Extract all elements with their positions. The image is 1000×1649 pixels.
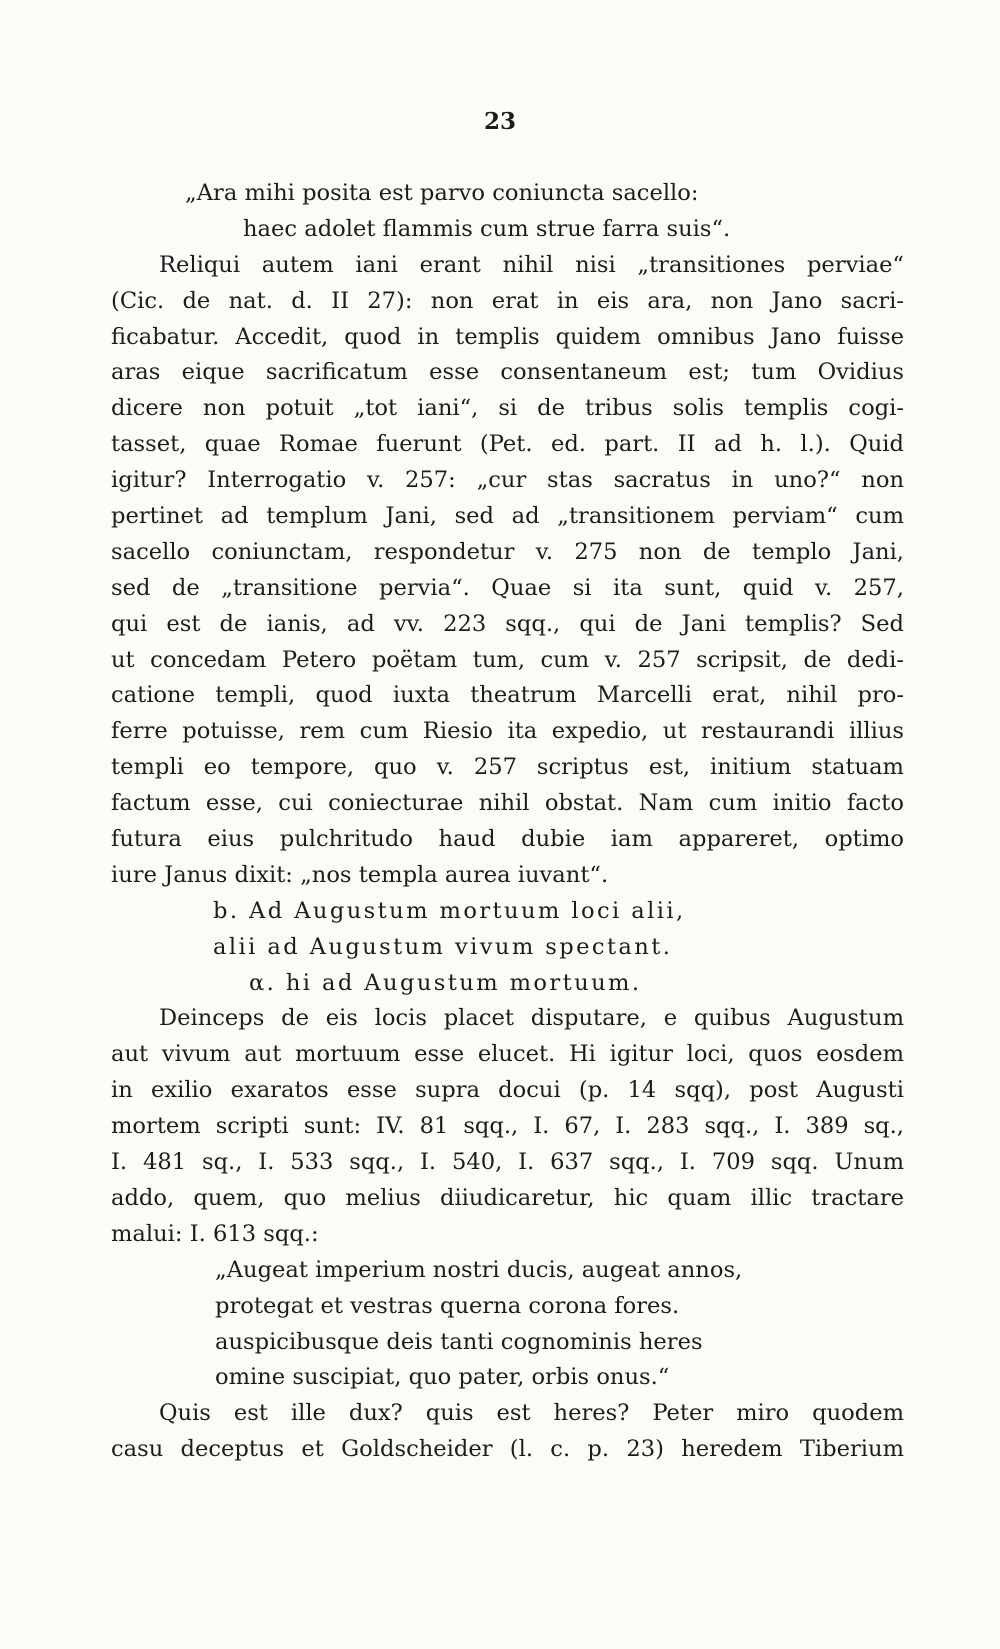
text-line: pertinet ad templum Jani, sed ad „transitionem perviam“ cum	[111, 503, 904, 530]
text-line: aras eique sacrificatum esse consentaneum est; tum Ovidius	[111, 359, 904, 386]
text-line: dicere non potuit „tot iani“, si de tribus solis templis cogi-	[111, 395, 904, 422]
verse-line: „Augeat imperium nostri ducis, augeat annos,	[215, 1256, 743, 1283]
text-line: ut concedam Petero poëtam tum, cum v. 257 scripsit, de dedi-	[111, 646, 904, 673]
text-line: malui: I. 613 sqq.:	[111, 1220, 319, 1247]
verse-line: protegat et vestras querna corona fores.	[215, 1292, 680, 1319]
text-line: ferre potuisse, rem cum Riesio ita expedio, ut restaurandi illius	[111, 718, 904, 745]
text-line: iure Janus dixit: „nos templa aurea iuvant“.	[111, 861, 609, 888]
text-line: ficabatur. Accedit, quod in templis quidem omnibus Jano fuisse	[111, 323, 904, 350]
text-line: Quis est ille dux? quis est heres? Peter miro quodem	[159, 1400, 904, 1427]
text-line: addo, quem, quo melius diiudicaretur, hic quam illic tractare	[111, 1184, 904, 1211]
text-line: casu deceptus et Goldscheider (l. c. p. 23) heredem Tiberium	[111, 1436, 904, 1463]
text-line: I. 481 sq., I. 533 sqq., I. 540, I. 637 sqq., I. 709 sqq. Unum	[111, 1149, 904, 1176]
text-line: Reliqui autem iani erant nihil nisi „transitiones perviae“	[159, 251, 904, 278]
section-heading: alii ad Augustum vivum spectant.	[213, 933, 673, 960]
verse-line: „Ara mihi posita est parvo coniuncta sacello:	[185, 180, 699, 206]
verse-line: auspicibusque deis tanti cognominis heres	[215, 1328, 703, 1355]
text-line: catione templi, quod iuxta theatrum Marcelli erat, nihil pro-	[111, 682, 904, 709]
text-line: mortem scripti sunt: IV. 81 sqq., I. 67, I. 283 sqq., I. 389 sq.,	[111, 1113, 904, 1140]
text-line: tasset, quae Romae fuerunt (Pet. ed. part. II ad h. l.). Quid	[111, 431, 904, 458]
section-heading: b. Ad Augustum mortuum loci alii,	[213, 897, 686, 924]
text-line: factum esse, cui coniecturae nihil obstat. Nam cum initio facto	[111, 790, 904, 817]
text-line: (Cic. de nat. d. II 27): non erat in eis ara, non Jano sacri-	[111, 287, 904, 314]
text-line: in exilio exaratos esse supra docui (p. 14 sqq), post Augusti	[111, 1077, 904, 1104]
text-line: qui est de ianis, ad vv. 223 sqq., qui de Jani templis? Sed	[111, 610, 904, 637]
text-line: futura eius pulchritudo haud dubie iam appareret, optimo	[111, 826, 904, 853]
text-line: templi eo tempore, quo v. 257 scriptus est, initium statuam	[111, 754, 904, 781]
text-line: aut vivum aut mortuum esse elucet. Hi igitur loci, quos eosdem	[111, 1041, 904, 1068]
subsection-heading: α. hi ad Augustum mortuum.	[249, 969, 642, 996]
text-line: Deinceps de eis locis placet disputare, e quibus Augustum	[159, 1005, 904, 1032]
verse-line: omine suscipiat, quo pater, orbis onus.“	[215, 1364, 670, 1391]
text-line: sacello coniunctam, respondetur v. 275 non de templo Jani,	[111, 538, 904, 565]
text-line: igitur? Interrogatio v. 257: „cur stas sacratus in uno?“ non	[111, 467, 904, 494]
body-text	[111, 176, 904, 1468]
verse-line: haec adolet flammis cum strue farra suis“.	[243, 215, 731, 242]
text-line: sed de „transitione pervia“. Quae si ita sunt, quid v. 257,	[111, 574, 904, 601]
page-number: 23	[483, 108, 516, 135]
